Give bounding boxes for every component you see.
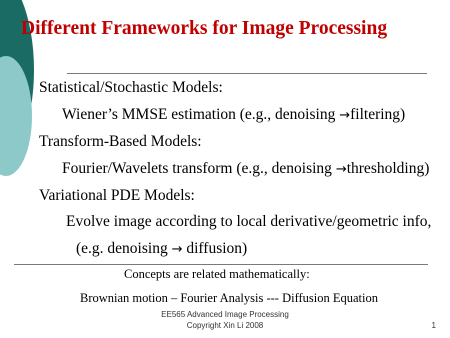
arrow-icon: →: [335, 162, 347, 177]
section-detail-variational-line2: [76, 240, 247, 258]
arrow-icon: →: [339, 108, 351, 123]
detail-text: diffusion): [182, 240, 248, 257]
detail-text: Wiener’s MMSE estimation (e.g., denoising: [62, 106, 340, 123]
bottom-divider: [14, 264, 428, 265]
detail-text: filtering): [350, 106, 406, 123]
section-heading-variational: Variational PDE Models:: [39, 187, 195, 204]
section-detail-variational-line1: Evolve image according to local derivative/geometric info,: [66, 213, 432, 230]
concluding-statement: Concepts are related mathematically:: [124, 267, 310, 281]
section-detail-statistical: [62, 106, 405, 124]
detail-text: thresholding): [346, 160, 430, 177]
slide-title: Different Frameworks for Image Processing: [21, 18, 388, 39]
footer-course: EE565 Advanced Image Processing: [161, 310, 289, 319]
relation-statement: Brownian motion – Fourier Analysis --- Diffusion Equation: [80, 291, 379, 305]
section-heading-statistical: Statistical/Stochastic Models:: [39, 79, 223, 96]
section-detail-transform: [62, 160, 429, 178]
title-divider: [67, 73, 427, 74]
detail-text: (e.g. denoising: [76, 240, 172, 257]
arrow-icon: →: [171, 242, 183, 257]
section-heading-transform: Transform-Based Models:: [39, 133, 202, 150]
page-number: 1: [431, 321, 436, 330]
detail-text: Fourier/Wavelets transform (e.g., denoising: [62, 160, 336, 177]
footer-copyright: Copyright Xin Li 2008: [186, 321, 264, 330]
